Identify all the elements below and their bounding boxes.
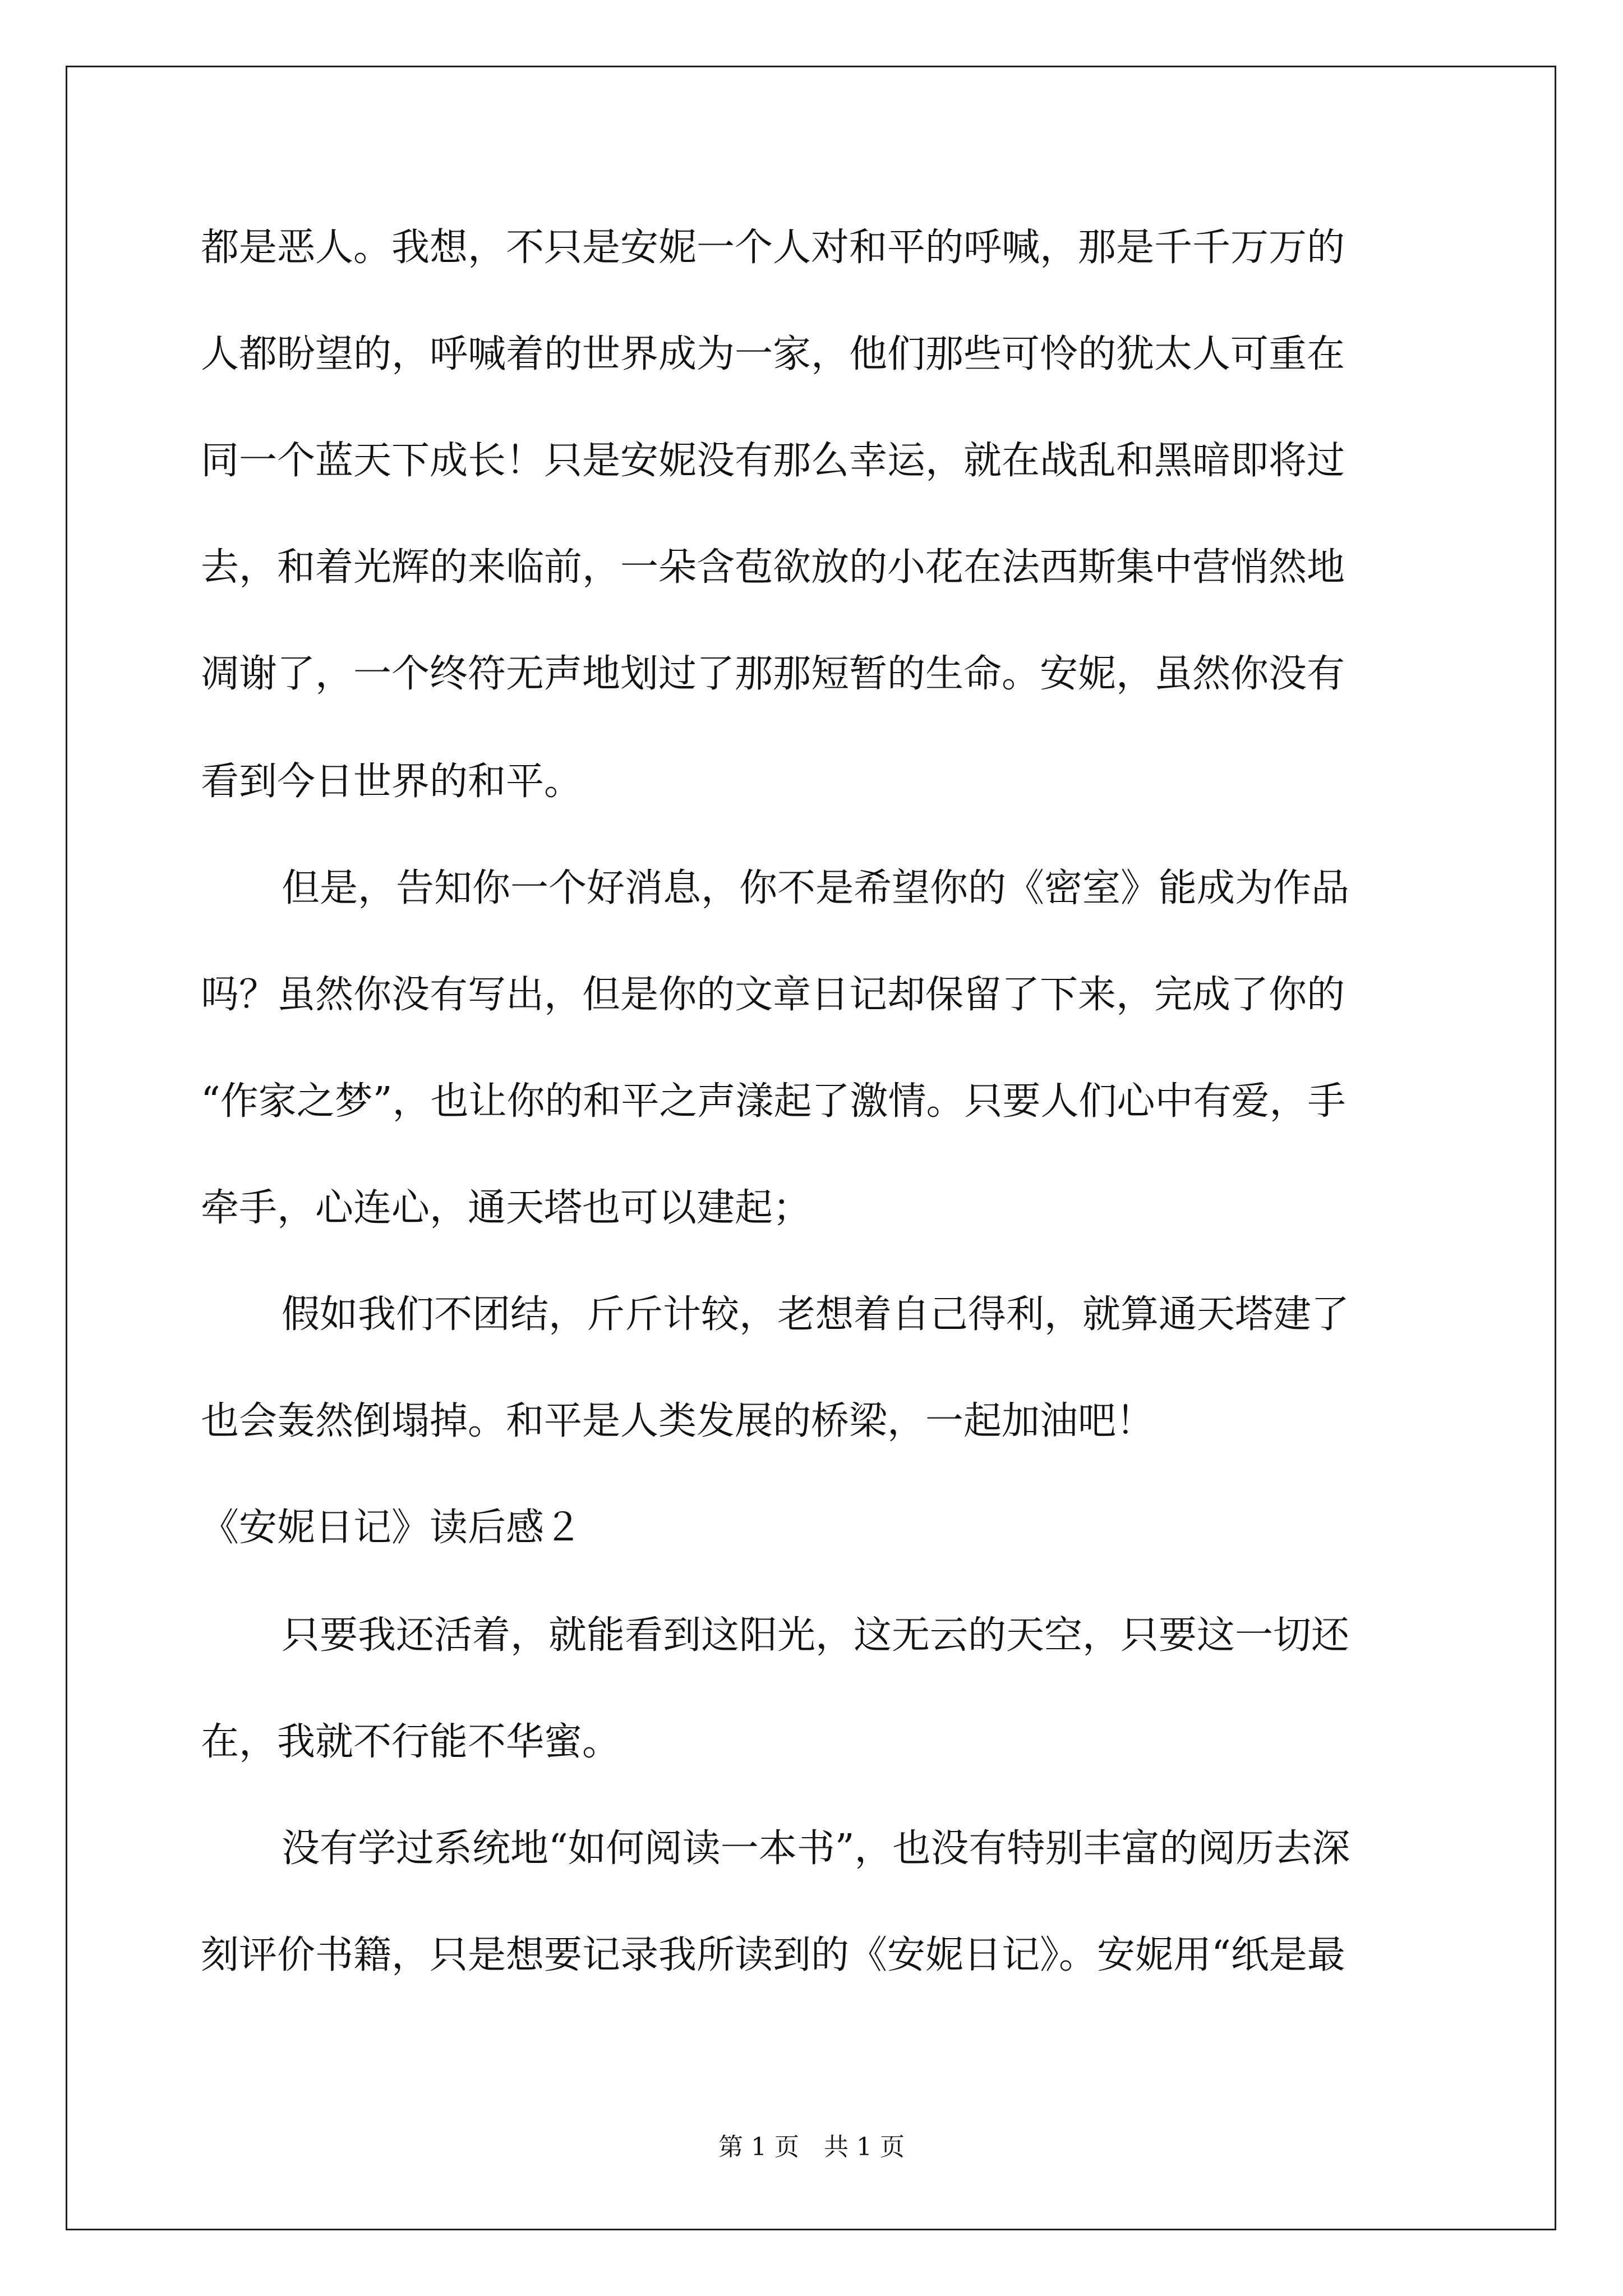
- text-line: 都是恶人。我想，不只是安妮一个人对和平的呼喊，那是千千万万的: [201, 226, 1345, 270]
- text-line: 假如我们不团结，斤斤计较，老想着自己得利，就算通天塔建了: [282, 1292, 1350, 1337]
- text-line: 吗？虽然你没有写出，但是你的文章日记却保留了下来，完成了你的: [201, 973, 1345, 1017]
- text-line: 但是，告知你一个好消息，你不是希望你的《密室》能成为作品: [282, 866, 1350, 910]
- text-line: 刻评价书籍，只是想要记录我所读到的《安妮日记》。安妮用“纸是最: [201, 1933, 1345, 1977]
- text-line: 凋谢了，一个终符无声地划过了那那短暂的生命。安妮，虽然你没有: [201, 652, 1345, 696]
- text-line: 只要我还活着，就能看到这阳光，这无云的天空，只要这一切还: [282, 1613, 1350, 1658]
- page-number-footer: 第 1 页 共 1 页: [718, 2133, 905, 2161]
- text-line: 没有学过系统地“如何阅读一本书”，也没有特别丰富的阅历去深: [282, 1826, 1350, 1871]
- text-line: 在，我就不行能不华蜜。: [201, 1720, 621, 1764]
- text-line: “作家之梦”，也让你的和平之声漾起了激情。只要人们心中有爱，手: [201, 1079, 1346, 1124]
- text-line: 牵手，心连心，通天塔也可以建起；: [201, 1186, 811, 1230]
- text-line: 同一个蓝天下成长！只是安妮没有那么幸运，就在战乱和黑暗即将过: [201, 439, 1345, 483]
- text-line: 也会轰然倒塌掉。和平是人类发展的桥梁，一起加油吧！: [201, 1399, 1155, 1443]
- text-line: 人都盼望的，呼喊着的世界成为一家，他们那些可怜的犹太人可重在: [201, 332, 1345, 376]
- text-line: 去，和着光辉的来临前，一朵含苞欲放的小花在法西斯集中营悄然地: [201, 545, 1345, 590]
- page-border: [66, 66, 1556, 2230]
- section-heading: 《安妮日记》读后感２: [201, 1506, 583, 1550]
- text-line: 看到今日世界的和平。: [201, 760, 583, 804]
